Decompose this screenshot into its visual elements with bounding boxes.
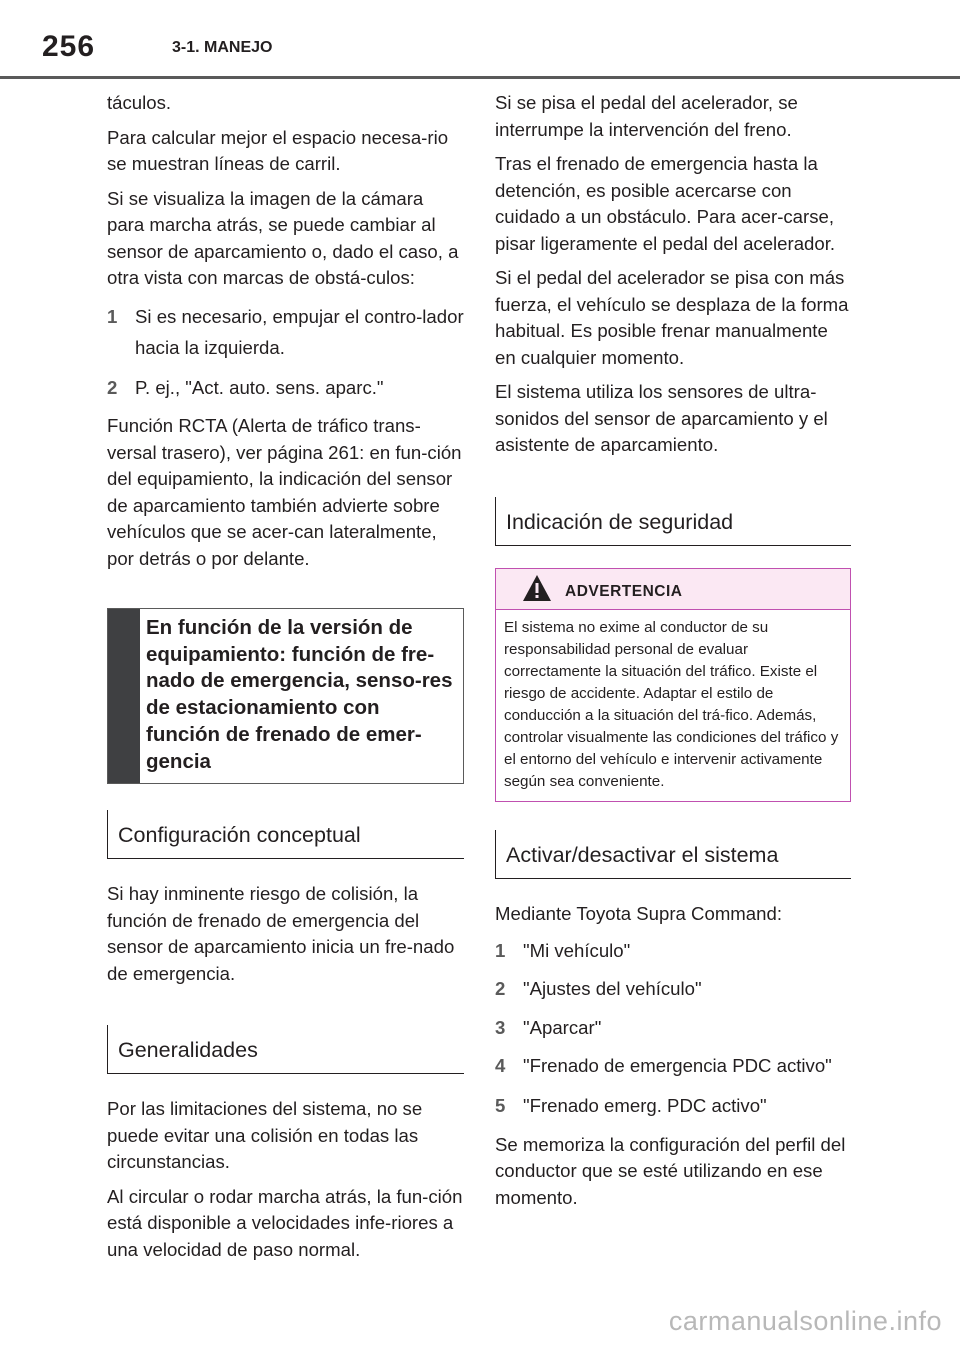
paragraph: táculos.: [107, 92, 172, 113]
warning-triangle-icon: [522, 574, 552, 602]
paragraph: Al circular o rodar marcha atrás, la fun-ción está disponible a velocidades infe-riores a una velocidad de paso normal.: [107, 1185, 463, 1260]
step-item: [495, 938, 851, 965]
step-number: 2: [495, 978, 506, 1000]
section-heading: Configuración conceptual: [107, 810, 464, 859]
step-number: 1: [495, 939, 506, 961]
step-item: [495, 1093, 851, 1120]
paragraph: Mediante Toyota Supra Command:: [495, 903, 782, 925]
paragraph: Si el pedal del acelerador se pisa con más fuerza, el vehículo se desplaza de la forma habitual. Es posible frenar manualmente en cualquier momento.: [495, 267, 849, 368]
warning-title: ADVERTENCIA: [565, 582, 683, 600]
step-item: [107, 375, 464, 402]
warning-text: El sistema no exime al conductor de su responsabilidad personal de evaluar correctamente la situación del tráfico. Existe el riesgo de accidente. Adaptar el estilo de conducción a la situación del trá-fico. Además, controlar visualmente las condiciones del tráfico y el entorno del vehículo e intervenir activamente según sea conveniente.: [504, 618, 839, 791]
step-item: [495, 1053, 851, 1081]
feature-box-title: En función de la versión de equipamiento: función de fre-nado de emergencia, senso-res de estacionamiento con función de frenado de emer-gencia: [146, 616, 453, 773]
page-number: 256: [42, 30, 96, 63]
warning-header: [496, 569, 850, 610]
step-text: "Mi vehículo": [523, 939, 631, 961]
paragraph: El sistema utiliza los sensores de ultra-sonidos del sensor de aparcamiento y el asistente de aparcamiento.: [495, 381, 828, 455]
feature-box: [107, 608, 464, 784]
step-number: 4: [495, 1055, 506, 1077]
step-number: 1: [107, 305, 118, 327]
step-text: Si es necesario, empujar el contro-lador hacia la izquierda.: [135, 305, 464, 358]
right-column: [495, 90, 851, 1219]
page-header: [0, 0, 960, 80]
section-title: 3-1. MANEJO: [172, 39, 273, 56]
watermark: carmanualsonline.info: [668, 1306, 942, 1336]
step-item: [107, 304, 464, 363]
feature-box-bar: [108, 609, 140, 783]
section-heading: Indicación de seguridad: [495, 497, 851, 546]
step-text: "Ajustes del vehículo": [523, 978, 702, 1000]
warning-box: [495, 568, 851, 803]
step-number: 2: [107, 376, 118, 398]
step-text: "Aparcar": [523, 1016, 602, 1038]
step-text: "Frenado de emergencia PDC activo": [523, 1055, 832, 1077]
section-heading: Activar/desactivar el sistema: [495, 830, 851, 879]
step-item: [495, 976, 851, 1003]
step-number: 5: [495, 1095, 506, 1117]
paragraph: Si hay inminente riesgo de colisión, la función de frenado de emergencia del sensor de aparcamiento inicia un fre-nado de emergencia.: [107, 883, 455, 984]
paragraph: Si se visualiza la imagen de la cámara para marcha atrás, se puede cambiar al sensor de aparcamiento o, dado el caso, a otra vista con marcas de obstá-culos:: [107, 187, 459, 288]
step-number: 3: [495, 1016, 506, 1038]
paragraph: Función RCTA (Alerta de tráfico trans-versal trasero), ver página 261: en fun-ción del equipamiento, la indicación del sensor de aparcamiento también advierte sobre vehículos que se acer-can lateralmente, por detrás o por delante.: [107, 415, 462, 569]
paragraph: Por las limitaciones del sistema, no se puede evitar una colisión en todas las circunstancias.: [107, 1098, 423, 1173]
paragraph: Para calcular mejor el espacio necesa-rio se muestran líneas de carril.: [107, 126, 449, 174]
paragraph: Se memoriza la configuración del perfil del conductor que se esté utilizando en ese momento.: [495, 1133, 846, 1208]
step-text: P. ej., "Act. auto. sens. aparc.": [135, 376, 384, 398]
step-item: [495, 1015, 851, 1042]
left-column: [107, 90, 464, 1271]
paragraph: Tras el frenado de emergencia hasta la detención, es posible acercarse con cuidado a un obstáculo. Para acer-carse, pisar ligeramente el pedal del acelerador.: [495, 153, 836, 254]
section-heading: Generalidades: [107, 1025, 464, 1074]
step-text: "Frenado emerg. PDC activo": [523, 1095, 767, 1117]
header-divider: [0, 76, 960, 79]
paragraph: Si se pisa el pedal del acelerador, se interrumpe la intervención del freno.: [495, 92, 798, 140]
